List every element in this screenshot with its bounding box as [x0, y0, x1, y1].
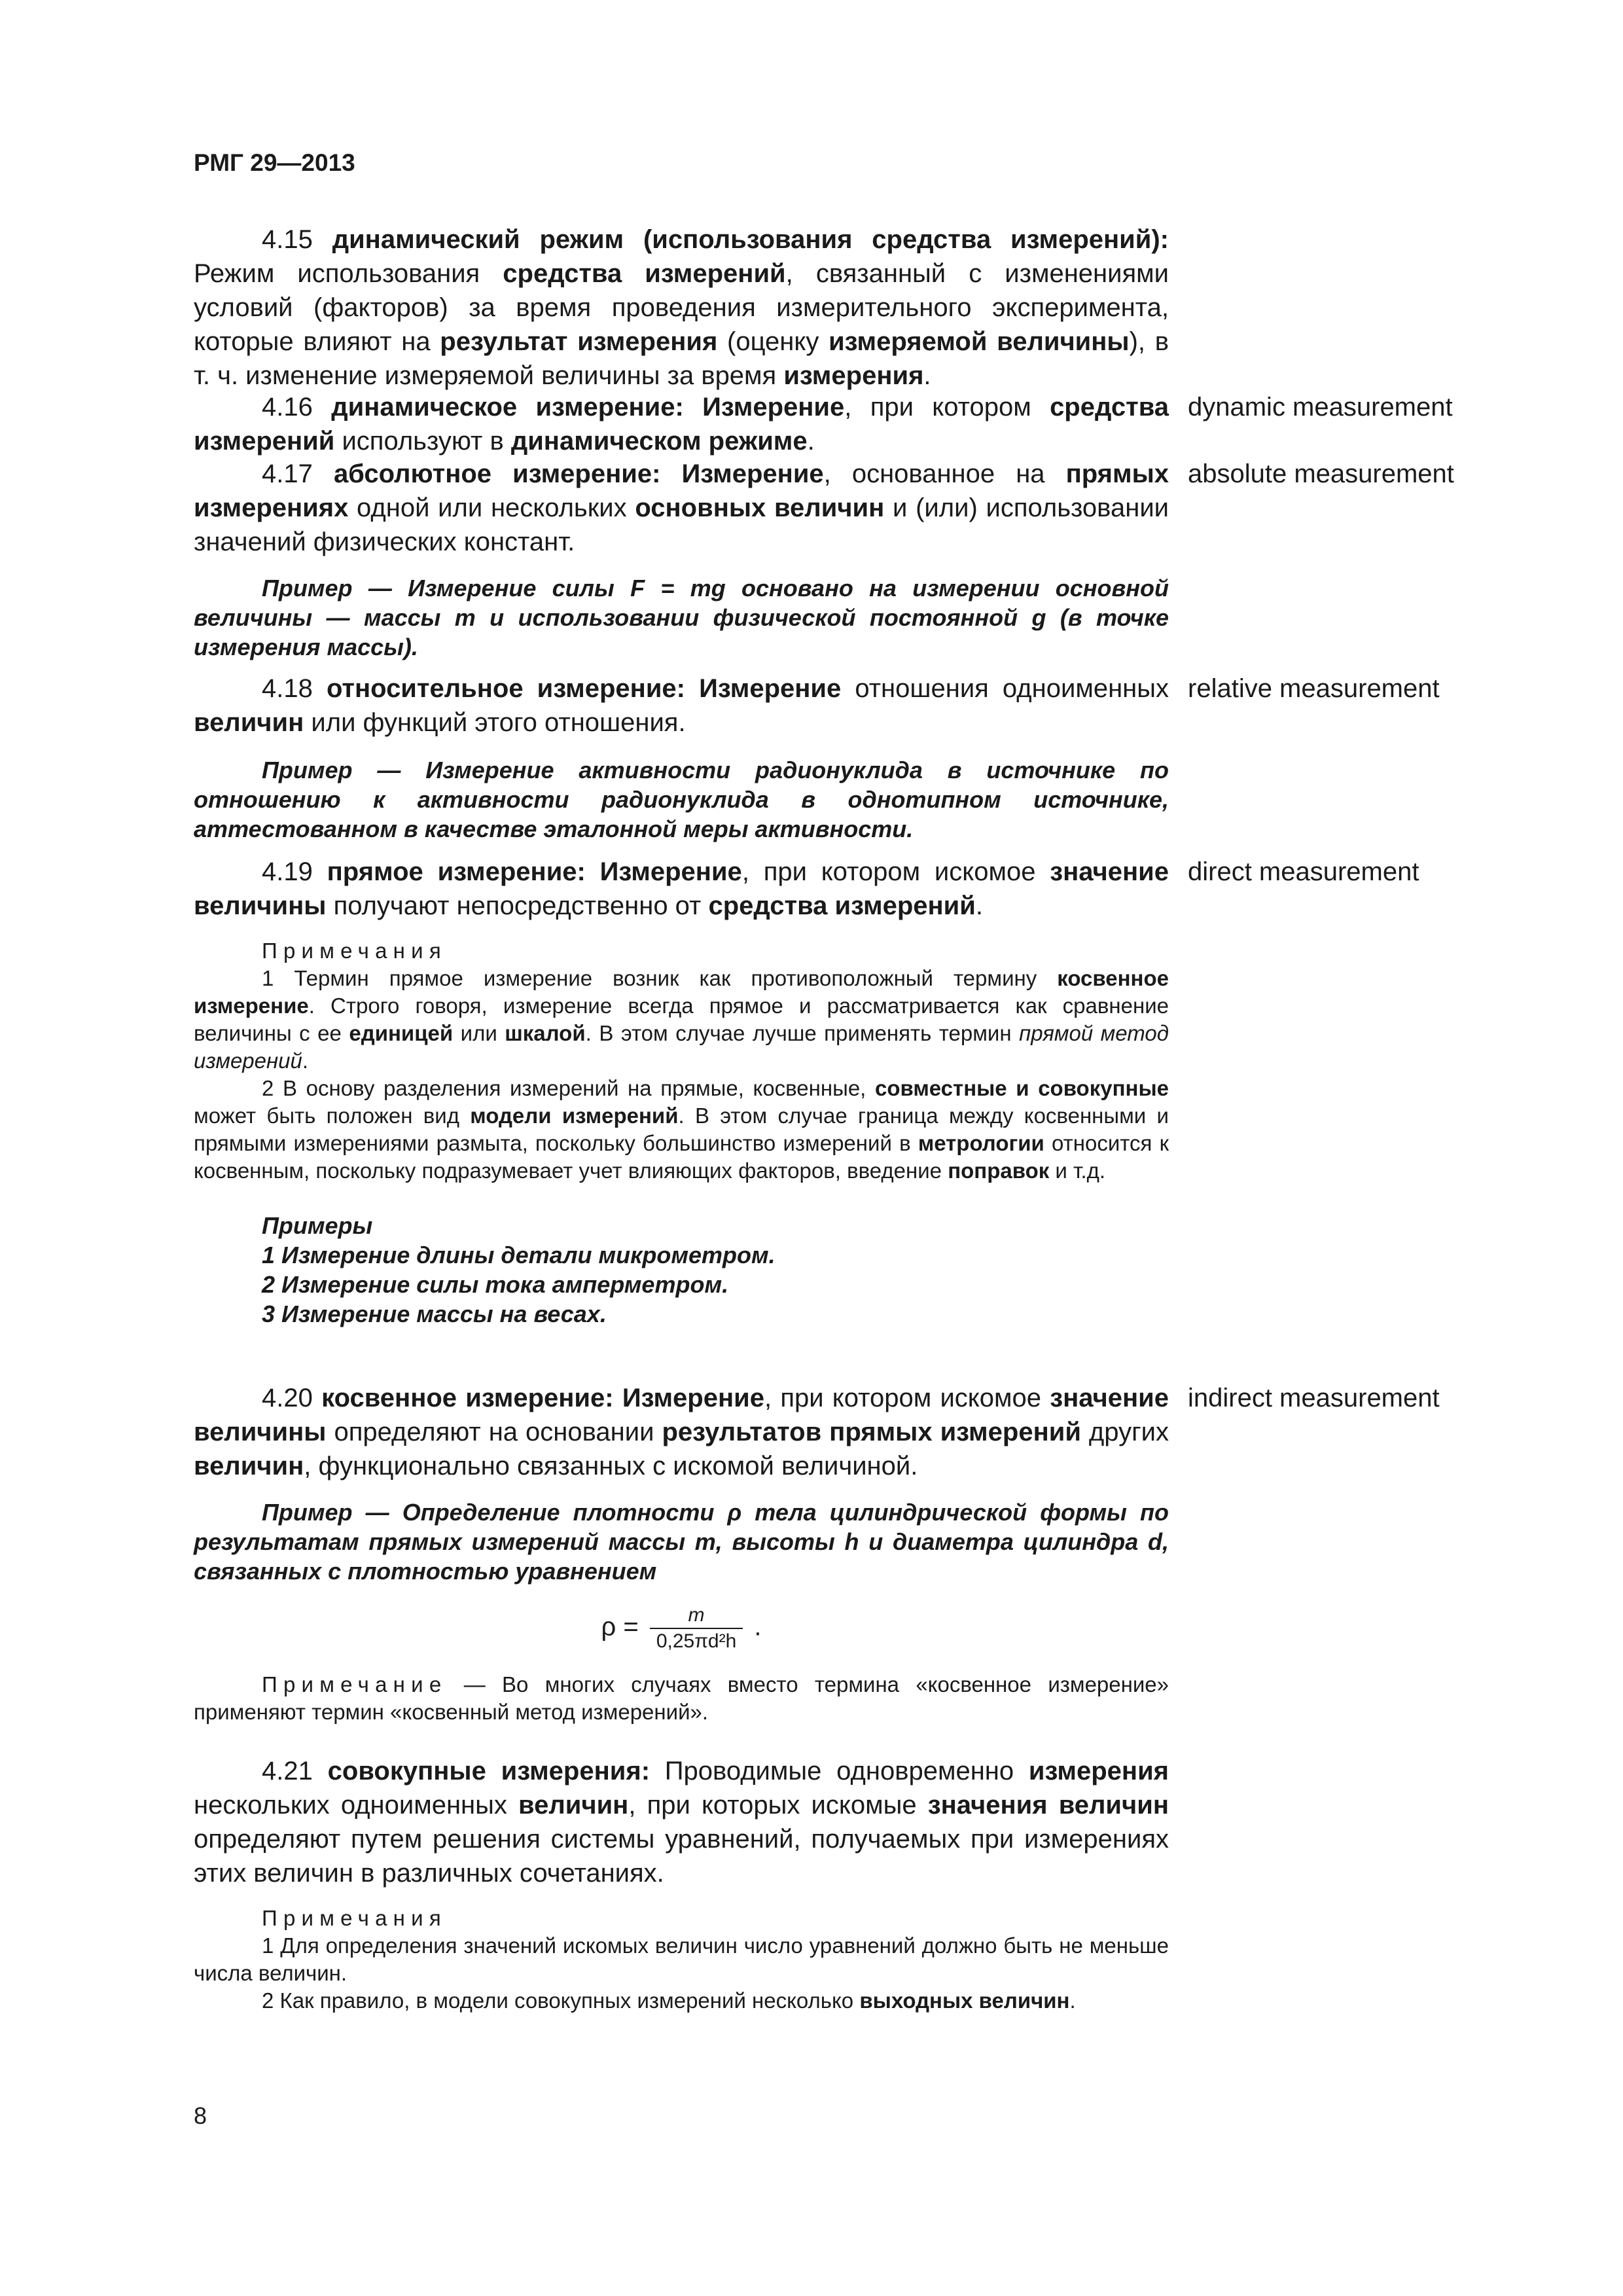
term-link: основных величин — [635, 493, 885, 522]
text: 2 Как правило, в модели совокупных измерений несколько — [262, 1988, 860, 2013]
formula-lhs: ρ = — [601, 1612, 639, 1641]
text: , функционально связанных с искомой величиной. — [304, 1452, 918, 1480]
term-link: Измерение — [683, 393, 845, 422]
section-4-18 — [194, 672, 1169, 844]
text: или функций этого отношения. — [304, 708, 686, 737]
term-paragraph — [194, 223, 1169, 393]
text: одной или нескольких — [348, 493, 635, 522]
term-title: абсолютное измерение: — [333, 459, 661, 488]
section-4-19 — [194, 855, 1169, 1329]
term-link: метрологии — [918, 1131, 1044, 1155]
term-link: совместные и совокупные — [874, 1076, 1169, 1100]
term-link: поправок — [948, 1158, 1050, 1183]
english-term: absolute measurement — [1188, 459, 1454, 488]
english-term: dynamic measurement — [1188, 393, 1453, 422]
text: 2 В основу разделения измерений на прямые, косвенные, — [262, 1076, 875, 1100]
example: Пример — Измерение силы F = mg основано на измерении основной величины — массы m и использовании физической постоянной g (в точке измерения массы). — [194, 575, 1169, 660]
text: нескольких одноименных — [194, 1791, 519, 1820]
term-paragraph — [194, 390, 1169, 458]
example: Пример — Измерение активности радионуклида в источнике по отношению к активности радионуклида в однотипном источнике, аттестованном в качестве эталонной меры активности. — [194, 757, 1169, 842]
text: может быть положен вид — [194, 1103, 471, 1128]
term-link: значение величины — [194, 1384, 1169, 1446]
text: , при котором искомое — [741, 857, 1050, 886]
notes-heading: Примечания — [262, 939, 447, 963]
document-code: РМГ 29—2013 — [194, 149, 355, 176]
term-link: величин — [194, 1452, 304, 1480]
text: или — [453, 1021, 505, 1045]
term-link: величин — [194, 708, 304, 737]
text: определяют на основании — [326, 1418, 662, 1446]
text: ), в т. ч. изменение измеряемой величины за время — [194, 327, 1169, 390]
text: . Строго говоря, измерение всегда прямое и рассматривается как сравнение величины с ее — [194, 994, 1169, 1045]
term-paragraph — [194, 1754, 1169, 1890]
text: . — [807, 427, 815, 456]
term-link: прямых измерениях — [194, 459, 1169, 522]
formula-numerator: m — [650, 1603, 743, 1629]
term-title: совокупные измерения: — [327, 1757, 651, 1785]
example: Пример — Определение плотности ρ тела цилиндрической формы по результатам прямых измерений массы m, высоты h и диаметра цилиндра d, связанных с плотностью уравнением — [194, 1499, 1169, 1585]
term-link: средства измерений — [194, 393, 1169, 456]
section-number: 4.17 — [262, 459, 313, 488]
note-2 — [194, 1075, 1169, 1185]
notes-heading: Примечания — [262, 1906, 447, 1930]
example-2: 2 Измерение силы тока амперметром. — [262, 1271, 729, 1298]
term-link: величин — [518, 1791, 629, 1820]
term-title: прямое измерение: — [327, 857, 586, 886]
term-paragraph — [194, 457, 1169, 559]
section-4-17 — [194, 457, 1169, 662]
example-1: 1 Измерение длины детали микрометром. — [262, 1242, 776, 1268]
text: . — [923, 361, 931, 390]
term-link: средства измерений — [708, 891, 976, 920]
term-link: выходных величин — [859, 1988, 1070, 2013]
text: . В этом случае граница между косвенными и прямыми измерениями размыта, поскольку большинство измерений в — [194, 1103, 1169, 1155]
text: . В этом случае лучше применять термин — [585, 1021, 1020, 1045]
section-4-15 — [194, 223, 1169, 393]
text: определяют путем решения системы уравнений, получаемых при измерениях этих величин в различных сочетаниях. — [194, 1825, 1169, 1888]
section-number: 4.18 — [262, 674, 313, 703]
section-number: 4.20 — [262, 1384, 313, 1412]
term-link: значение величины — [194, 857, 1169, 920]
term-link: модели измерений — [470, 1103, 679, 1128]
term-link: измерения — [1028, 1757, 1169, 1785]
formula — [194, 1603, 1169, 1654]
text: относится к косвенным, поскольку подразумевает учет влияющих факторов, введение — [194, 1131, 1169, 1183]
term-link: Измерение — [585, 857, 742, 886]
term-title: относительное измерение: — [326, 674, 685, 703]
term-link: значения величин — [927, 1791, 1169, 1820]
text: и (или) использовании значений физических констант. — [194, 493, 1169, 556]
text: отношения одноименных — [841, 674, 1169, 703]
text: — Во многих случаях вместо термина «косвенное измерение» применяют термин «косвенный метод измерений». — [194, 1672, 1169, 1724]
term-link: Измерение — [613, 1384, 764, 1412]
text: получают непосредственно от — [326, 891, 709, 920]
term-link: измеряемой величины — [829, 327, 1130, 356]
text: , связанный с изменениями условий (факторов) за время проведения измерительного эксперимента, которые влияют на — [194, 259, 1169, 356]
text: , при которых искомые — [628, 1791, 928, 1820]
term-link: результат измерения — [440, 327, 718, 356]
formula-end: . — [754, 1612, 762, 1641]
examples-heading: Примеры — [262, 1212, 373, 1239]
section-number: 4.19 — [262, 857, 313, 886]
text: . — [1069, 1988, 1076, 2013]
section-number: 4.21 — [262, 1757, 313, 1785]
example-3: 3 Измерение массы на весах. — [262, 1300, 607, 1327]
term-title: косвенное измерение: — [321, 1384, 614, 1412]
text: других — [1080, 1418, 1169, 1446]
term-paragraph — [194, 672, 1169, 740]
term-link: динамическом режиме — [510, 427, 808, 456]
section-4-21 — [194, 1754, 1169, 2015]
section-4-20 — [194, 1381, 1169, 1726]
text: используют в — [334, 427, 511, 456]
formula-fraction — [650, 1603, 743, 1654]
note-1 — [194, 965, 1169, 1075]
term-title: динамическое измерение: — [331, 393, 684, 422]
term-link: Измерение — [685, 674, 842, 703]
english-term: indirect measurement — [1188, 1384, 1440, 1412]
term-link: единицей — [349, 1021, 454, 1045]
term-italic: прямой метод измерений — [194, 1021, 1169, 1073]
text: , при котором искомое — [764, 1384, 1050, 1412]
term-link: шкалой — [505, 1021, 586, 1045]
text: Режим использования — [194, 259, 503, 288]
text: (оценку — [717, 327, 829, 356]
english-term: direct measurement — [1188, 857, 1419, 886]
text: Проводимые одновременно — [650, 1757, 1029, 1785]
term-link: результатов прямых измерений — [662, 1418, 1081, 1446]
text: 1 Термин прямое измерение возник как противоположный термину — [262, 966, 1058, 990]
term-title: динамический режим (использования средства измерений): — [332, 225, 1169, 254]
page-number: 8 — [194, 2102, 207, 2129]
section-number: 4.15 — [262, 225, 313, 254]
note-label: Примечание — [262, 1672, 448, 1696]
formula-denominator: 0,25πd²h — [656, 1630, 737, 1652]
term-link: измерения — [783, 361, 924, 390]
note-1: 1 Для определения значений искомых величин число уравнений должно быть не меньше числа величин. — [194, 1933, 1169, 1985]
term-link: косвенное измерение — [194, 966, 1169, 1018]
term-paragraph — [194, 1381, 1169, 1483]
text: . — [302, 1049, 309, 1073]
text: и т.д. — [1049, 1158, 1106, 1183]
note-2 — [194, 1987, 1169, 2015]
note — [194, 1671, 1169, 1726]
section-number: 4.16 — [262, 393, 313, 422]
section-4-16 — [194, 390, 1169, 458]
term-link: средства измерений — [503, 259, 786, 288]
text: , основанное на — [823, 459, 1066, 488]
text: . — [975, 891, 983, 920]
text: , при котором — [844, 393, 1050, 422]
term-link: Измерение — [660, 459, 824, 488]
term-paragraph — [194, 855, 1169, 923]
english-term: relative measurement — [1188, 674, 1440, 703]
